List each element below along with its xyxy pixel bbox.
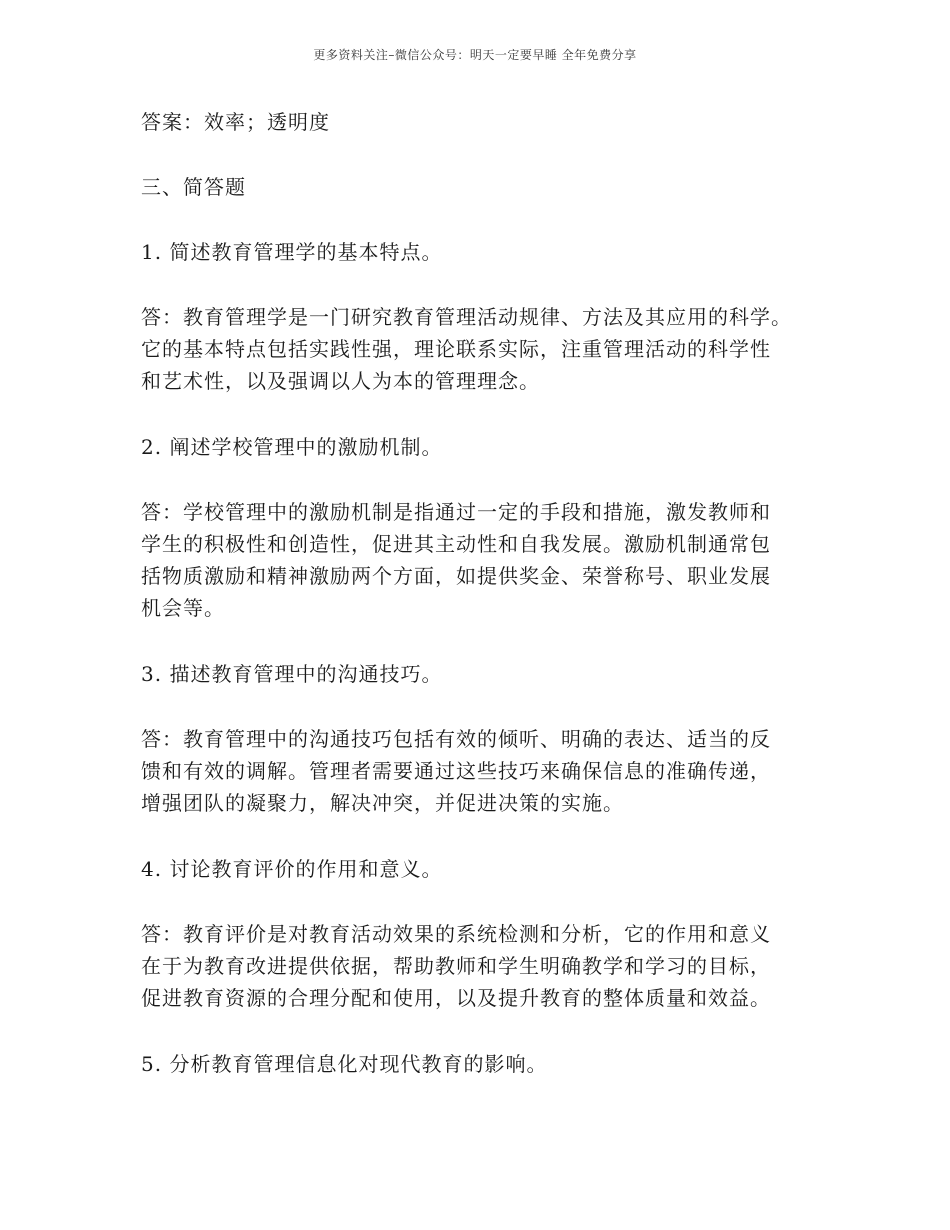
question-4: 4. 讨论教育评价的作用和意义。 [141, 857, 443, 881]
answer-1-line-2: 它的基本特点包括实践性强，理论联系实际，注重管理活动的科学性 [141, 337, 771, 361]
section-title: 三、简答题 [141, 175, 246, 199]
answer-1-line-3: 和艺术性，以及强调以人为本的管理理念。 [141, 369, 540, 393]
document-body [141, 106, 831, 1080]
answer-3-line-1: 答：教育管理中的沟通技巧包括有效的倾听、明确的表达、适当的反 [141, 727, 771, 751]
answer-2-line-2: 学生的积极性和创造性，促进其主动性和自我发展。激励机制通常包 [141, 532, 771, 556]
answer-4 [141, 918, 831, 1014]
question-3: 3. 描述教育管理中的沟通技巧。 [141, 662, 443, 686]
answer-3-line-3: 增强团队的凝聚力，解决冲突，并促进决策的实施。 [141, 791, 624, 815]
question-1: 1. 简述教育管理学的基本特点。 [141, 240, 443, 264]
answer-line: 答案：效率；透明度 [141, 110, 330, 134]
answer-4-line-1: 答：教育评价是对教育活动效果的系统检测和分析，它的作用和意义 [141, 922, 771, 946]
answer-3 [141, 723, 831, 819]
answer-2 [141, 496, 831, 624]
answer-2-line-1: 答：学校管理中的激励机制是指通过一定的手段和措施，激发教师和 [141, 500, 771, 524]
answer-3-line-2: 馈和有效的调解。管理者需要通过这些技巧来确保信息的准确传递， [141, 759, 771, 783]
answer-2-line-4: 机会等。 [141, 596, 225, 620]
answer-4-line-3: 促进教育资源的合理分配和使用，以及提升教育的整体质量和效益。 [141, 986, 771, 1010]
answer-4-line-2: 在于为教育改进提供依据，帮助教师和学生明确教学和学习的目标， [141, 954, 771, 978]
answer-1-line-1: 答：教育管理学是一门研究教育管理活动规律、方法及其应用的科学。 [141, 305, 792, 329]
answer-2-line-3: 括物质激励和精神激励两个方面，如提供奖金、荣誉称号、职业发展 [141, 564, 771, 588]
question-5: 5. 分析教育管理信息化对现代教育的影响。 [141, 1052, 548, 1076]
question-2: 2. 阐述学校管理中的激励机制。 [141, 435, 443, 459]
answer-1 [141, 301, 831, 397]
page-header: 更多资料关注–微信公众号：明天一定要早睡 全年免费分享 [313, 48, 637, 62]
